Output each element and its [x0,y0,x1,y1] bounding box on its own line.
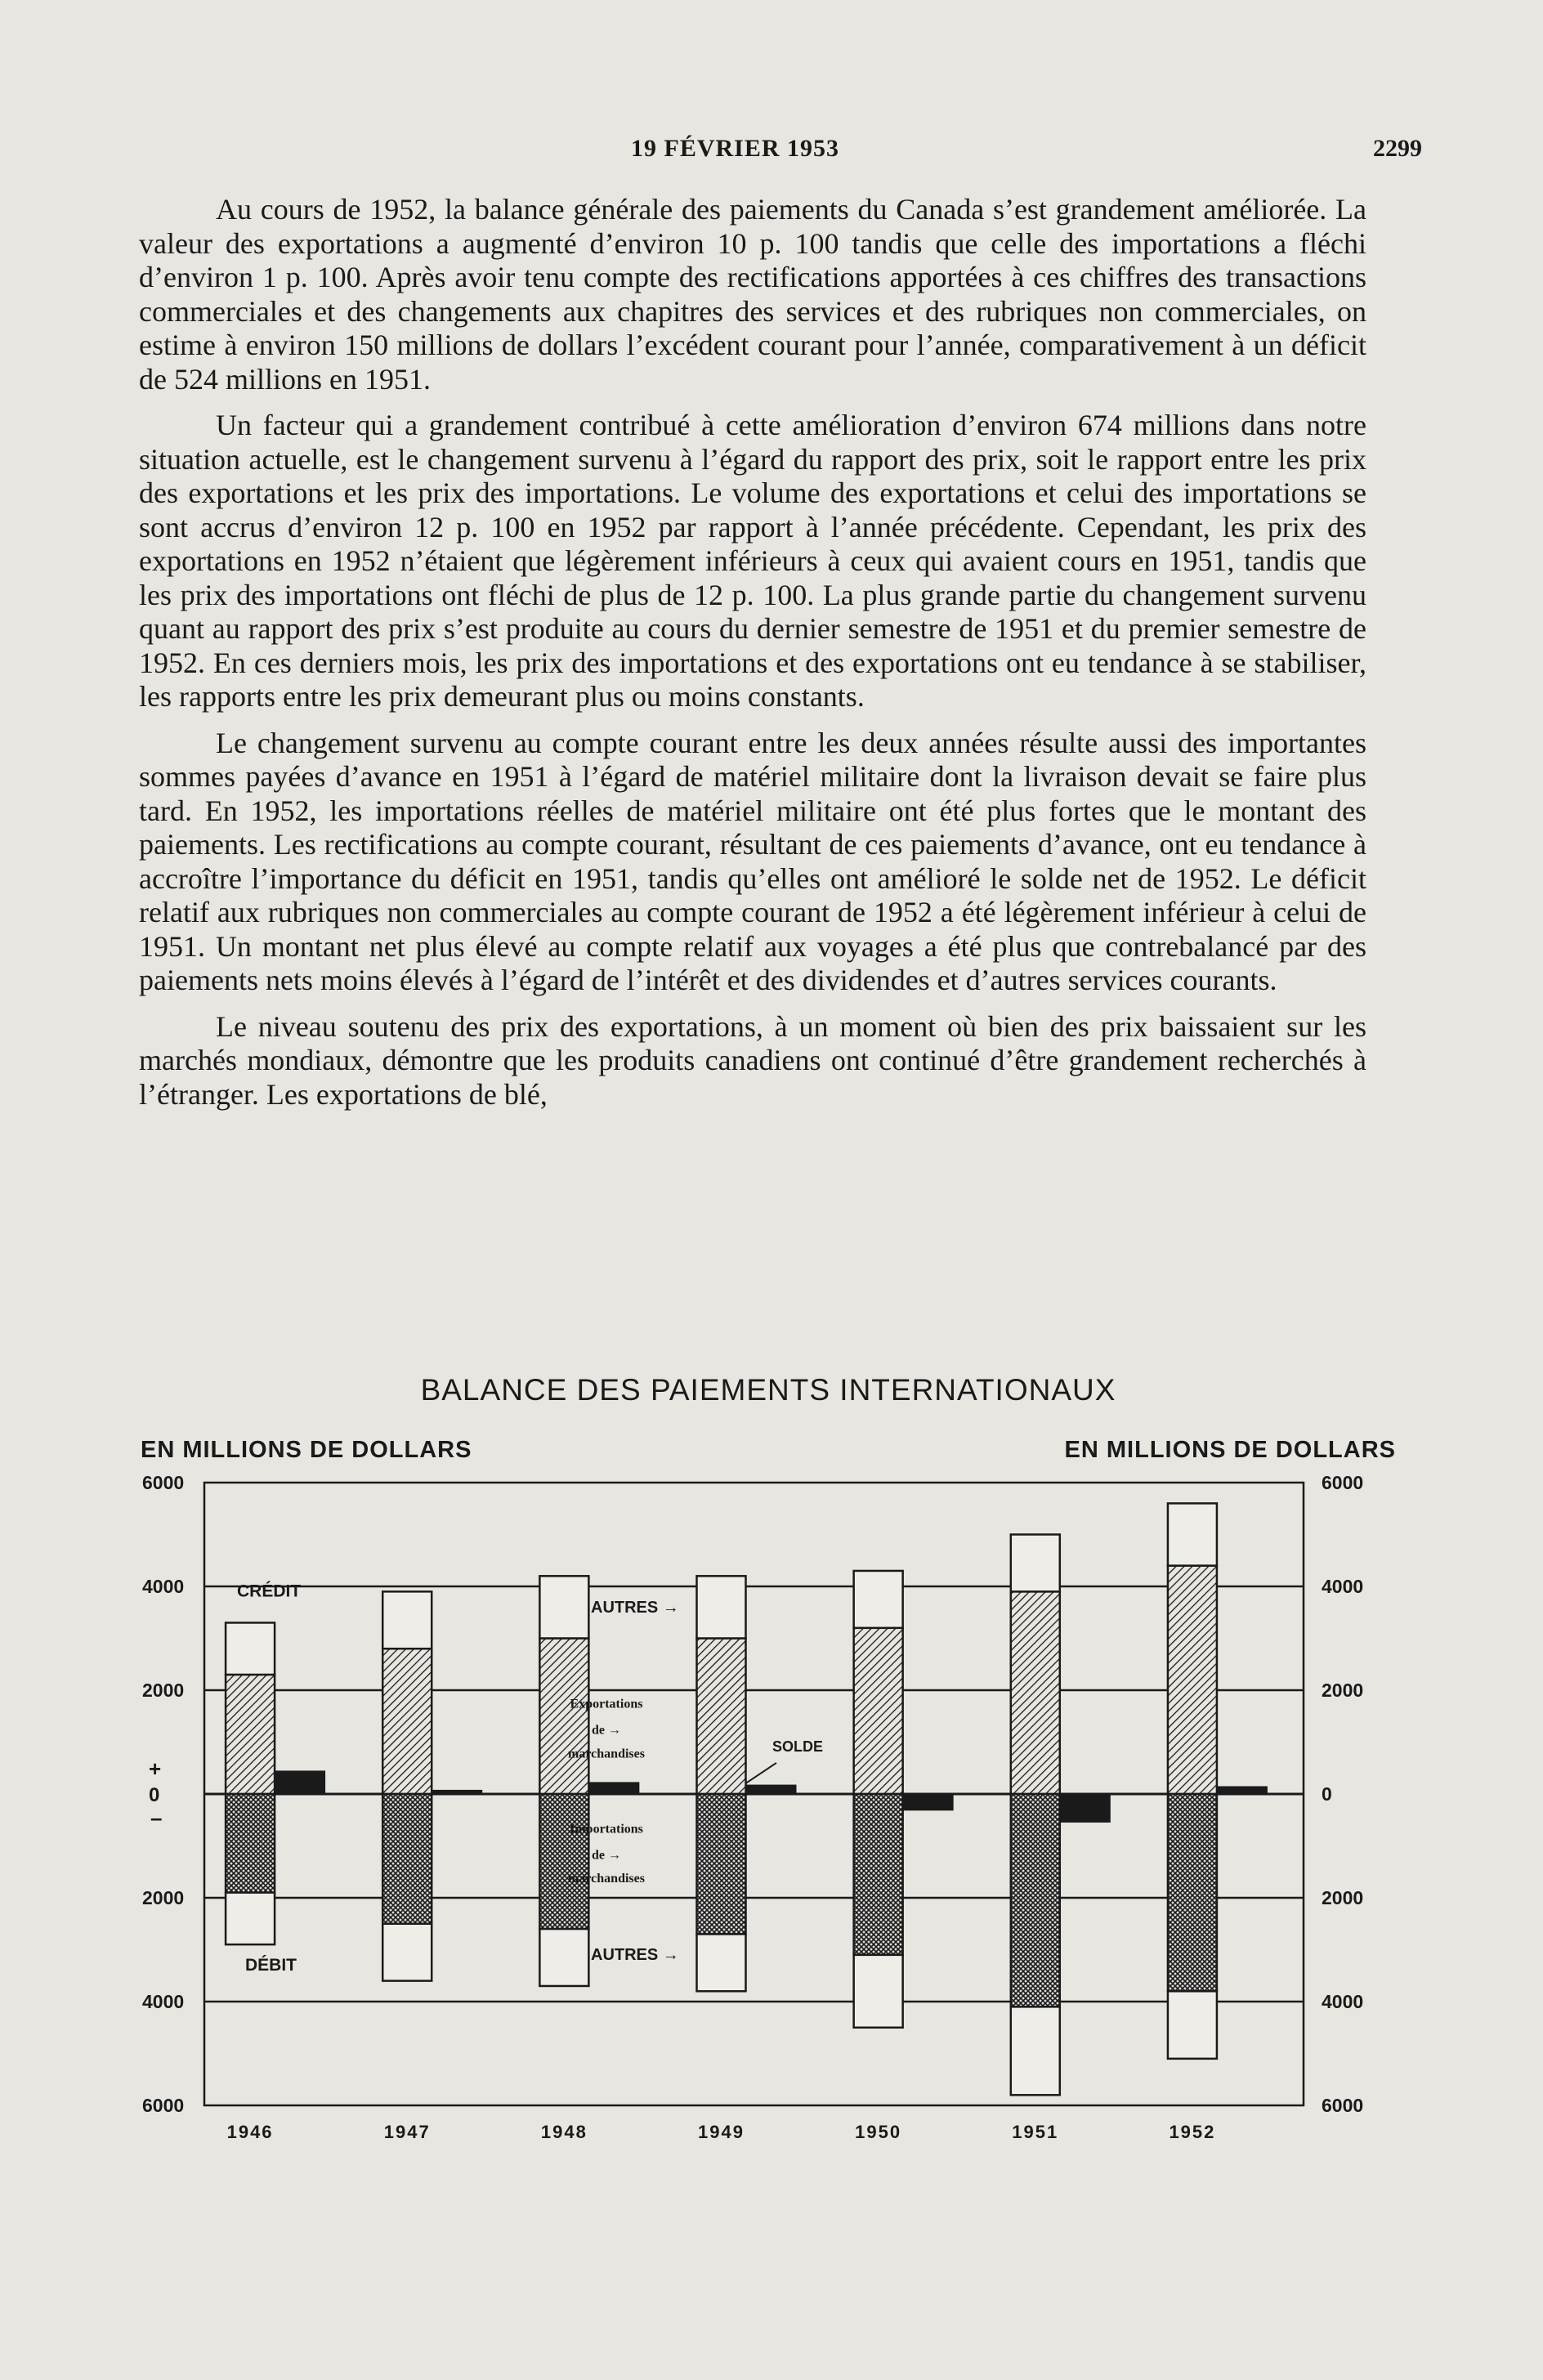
chart-plot [131,1373,1406,2150]
y-tick-left-plus: + [149,1756,162,1781]
bar-exports-1949 [697,1639,746,1795]
annotation-imports-1: Importations [570,1822,643,1836]
chart-bars [226,1503,1268,2095]
bar-exports-1948 [539,1639,588,1795]
y-tick-right: 2000 [1322,1887,1364,1908]
bar-autres-credit-1950 [854,1571,903,1628]
bar-autres-credit-1948 [539,1576,588,1638]
bar-exports-1946 [226,1675,275,1794]
bar-imports-1946 [226,1794,275,1893]
unit-label-right: EN MILLIONS DE DOLLARS [1064,1437,1396,1463]
paragraph-4: Le niveau soutenu des prix des exportations, à un moment où bien des prix baissaient sur les marchés mondiaux, démontre que les produits canadiens ont continué d’être grandement recherchés à l’étranger. Les exportations de blé, [139,1009,1366,1111]
x-tick-1951: 1951 [1012,2122,1059,2142]
x-tick-1947: 1947 [383,2122,431,2142]
annotation-exports-3: marchandises [568,1747,645,1761]
bar-imports-1952 [1168,1794,1217,1991]
bar-imports-1950 [854,1794,903,1955]
paragraph-3: Le changement survenu au compte courant entre les deux années résulte aussi des importantes sommes payées d’avance en 1951 à l’égard de matériel militaire dont la livraison devait se faire plus tard. En 1952, les importations réelles de matériel militaire ont été plus fortes que le montant des paiements. Les rectifications au compte courant, résultant de ces paiements d’avance, ont eu tendance à accroître l’importance du déficit en 1951, tandis qu’elles ont amélioré le solde net de 1952. Le déficit relatif aux rubriques non commerciales au compte courant de 1952 a été légèrement inférieur à celui de 1951. Un montant net plus élevé au compte relatif aux voyages a été plus que contrebalancé par des paiements nets moins élevés à l’égard de l’intérêt et des dividendes et d’autres services courants. [139,726,1366,996]
annotation-exports-2: de → [592,1723,621,1738]
annotation-autres-bottom: AUTRES → [591,1946,679,1965]
bar-imports-1948 [539,1794,588,1929]
bar-autres-credit-1952 [1168,1503,1217,1565]
body-text [139,193,1366,1124]
bar-solde-1948 [588,1782,639,1794]
x-tick-1948: 1948 [540,2122,588,2142]
solde-pointer [745,1763,776,1783]
page-number: 2299 [1373,135,1422,162]
balance-chart [131,1373,1406,2150]
chart-title: BALANCE DES PAIEMENTS INTERNATIONAUX [420,1373,1116,1407]
bar-solde-1950 [903,1794,954,1810]
x-tick-1946: 1946 [226,2122,274,2142]
paragraph-2: Un facteur qui a grandement contribué à cette amélioration d’environ 674 millions dans notre situation actuelle, est le changement survenu à l’égard du rapport des prix, soit le rapport entre les prix des exportations et les prix des importations. Le volume des exportations et celui des importations se sont accrus d’environ 12 p. 100 en 1952 par rapport à l’année précédente. Cependant, les prix des exportations en 1952 n’étaient que légèrement inférieurs à ceux qui avaient cours en 1951, tandis que les prix des importations ont fléchi de plus de 12 p. 100. La plus grande partie du changement survenu quant au rapport des prix s’est produite au cours du dernier semestre de 1951 et du premier semestre de 1952. En ces derniers mois, les prix des importations et des exportations ont eu tendance à se stabiliser, les rapports entre les prix demeurant plus ou moins constants. [139,409,1366,713]
y-tick-right: 4000 [1322,1991,1364,2012]
y-tick-left: 4000 [142,1576,185,1597]
x-tick-1952: 1952 [1169,2122,1216,2142]
bar-autres-debit-1946 [226,1893,275,1945]
y-tick-left: 2000 [142,1680,185,1701]
bar-autres-credit-1946 [226,1622,275,1675]
annotation-debit: DÉBIT [245,1955,297,1975]
bar-solde-1951 [1060,1794,1111,1823]
bar-exports-1947 [382,1649,432,1794]
annotation-credit: CRÉDIT [237,1581,302,1601]
y-tick-right: 2000 [1322,1680,1364,1701]
y-tick-right: 6000 [1322,2095,1364,2116]
y-tick-right: 6000 [1322,1472,1364,1493]
bar-exports-1951 [1011,1591,1060,1794]
y-tick-left: 6000 [142,2095,185,2116]
y-tick-left-minus: – [150,1805,163,1830]
annotation-exports-1: Exportations [570,1697,643,1711]
bar-exports-1950 [854,1628,903,1794]
bar-autres-credit-1951 [1011,1535,1060,1592]
annotation-imports-2: de → [592,1848,621,1863]
bar-autres-credit-1947 [382,1591,432,1649]
bar-imports-1949 [697,1794,746,1934]
y-tick-right: 0 [1322,1783,1332,1805]
bar-autres-debit-1948 [539,1929,588,1986]
bar-autres-credit-1949 [697,1576,746,1638]
x-tick-1949: 1949 [698,2122,745,2142]
bar-solde-1946 [275,1770,325,1794]
annotation-autres-top: AUTRES → [591,1598,679,1617]
bar-exports-1952 [1168,1566,1217,1794]
y-tick-left: 6000 [142,1472,185,1493]
bar-imports-1947 [382,1794,432,1924]
y-tick-right: 4000 [1322,1576,1364,1597]
unit-label-left: EN MILLIONS DE DOLLARS [141,1437,472,1463]
y-tick-left: 4000 [142,1991,185,2012]
bar-autres-debit-1950 [854,1955,903,2028]
x-tick-1950: 1950 [855,2122,902,2142]
page-header [168,135,1422,171]
y-tick-left: 2000 [142,1887,185,1908]
bar-imports-1951 [1011,1794,1060,2006]
bar-solde-1947 [432,1790,482,1794]
paragraph-1: Au cours de 1952, la balance générale des paiements du Canada s’est grandement améliorée. La valeur des exportations a augmenté d’environ 10 p. 100 tandis que celle des importations a fléchi d’environ 1 p. 100. Après avoir tenu compte des rectifications apportées à ces chiffres des transactions commerciales et des changements aux chapitres des services et des rubriques non commerciales, on estime à environ 150 millions de dollars l’excédent courant pour l’année, comparativement à un déficit de 524 millions en 1951. [139,193,1366,396]
bar-autres-debit-1949 [697,1934,746,1991]
bar-solde-1949 [746,1785,797,1794]
bar-autres-debit-1951 [1011,2006,1060,2095]
annotation-solde: SOLDE [772,1738,824,1755]
bar-autres-debit-1952 [1168,1991,1217,2059]
y-tick-left-zero: 0 [149,1784,160,1806]
bar-solde-1952 [1217,1786,1268,1794]
issue-date: 19 FÉVRIER 1953 [631,135,840,162]
annotation-imports-3: marchandises [568,1871,645,1886]
bar-autres-debit-1947 [382,1924,432,1981]
